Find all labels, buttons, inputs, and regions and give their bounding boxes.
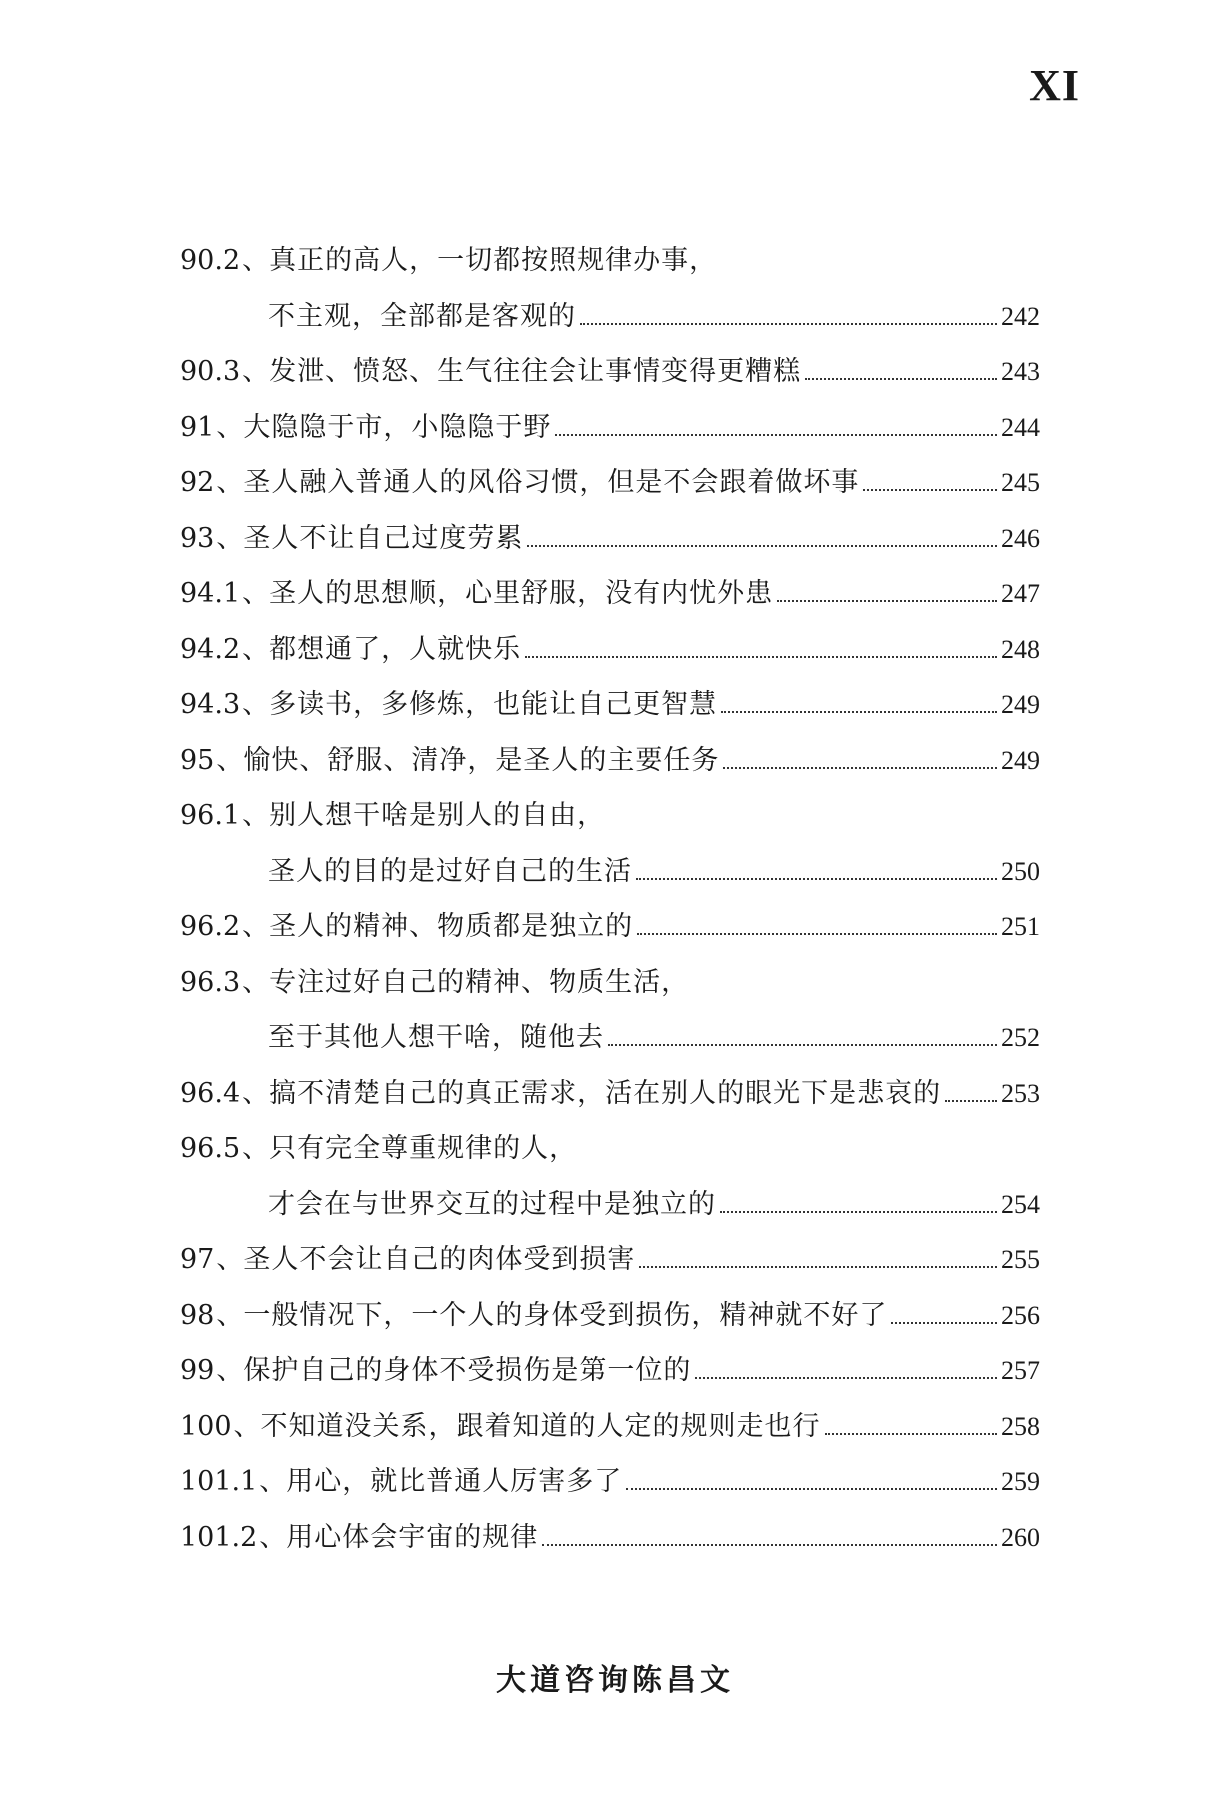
toc-entry-separator: 、 [259,1521,287,1553]
toc-entry-title: 不主观，全部都是客观的 [268,300,576,332]
toc-entry-page: 248 [1001,634,1040,664]
page-number: XI [1029,61,1080,110]
toc-entry-page: 249 [1001,745,1040,775]
toc-entry-number: 90.2 [180,245,241,276]
toc-entry-page: 244 [1001,412,1040,442]
toc-entry [180,960,1040,1016]
toc-entry-separator: 、 [216,1299,244,1331]
toc-entry-title: 多读书，多修炼，也能让自己更智慧 [269,689,718,720]
toc-entry-page: 247 [1001,579,1040,608]
toc-entry-page: 245 [1001,468,1040,497]
toc-entry-number: 101.2 [180,1521,258,1553]
toc-entry-title: 专注过好自己的精神、物质生活， [269,966,690,998]
toc-entry-number: 93 [180,522,215,554]
toc-entry-page: 254 [1001,1189,1040,1219]
toc-entry-title: 只有完全尊重规律的人， [269,1133,578,1164]
toc-entry-separator: 、 [242,911,270,942]
toc-entry-separator: 、 [216,744,244,776]
toc-entry-separator: 、 [216,522,244,554]
toc-dot-leader [608,1044,997,1046]
toc-entry-number: 94.1 [180,578,241,609]
toc-entry-title: 圣人融入普通人的风俗习惯，但是不会跟着做坏事 [243,467,860,498]
toc-entry-page: 242 [1001,301,1040,331]
toc-entry-number: 97 [180,1244,215,1275]
toc-entry [180,460,1040,516]
toc-dot-leader [580,323,997,325]
toc-entry-separator: 、 [242,1133,270,1164]
toc-entry-number: 98 [180,1299,215,1331]
toc-entry-title: 圣人的精神、物质都是独立的 [269,911,634,942]
toc-entry-number: 94.2 [180,633,241,665]
toc-entry [180,682,1040,738]
table-of-contents [180,238,1040,1570]
toc-entry-title: 不知道没关系，跟着知道的人定的规则走也行 [260,1410,821,1442]
toc-entry-separator: 、 [242,800,270,831]
toc-entry-page: 253 [1001,1078,1040,1108]
toc-entry-number: 95 [180,744,215,776]
toc-dot-leader [636,878,997,880]
toc-entry-number: 96.3 [180,966,241,998]
toc-dot-leader [945,1100,997,1102]
toc-entry-title: 圣人的思想顺，心里舒服，没有内忧外患 [269,578,774,609]
toc-entry-number: 101.1 [180,1466,258,1497]
toc-entry-separator: 、 [233,1410,261,1442]
toc-entry-page: 255 [1001,1245,1040,1274]
toc-entry [180,904,1040,960]
toc-entry [180,627,1040,683]
toc-entry-number: 94.3 [180,689,241,720]
toc-entry-title: 用心，就比普通人厉害多了 [286,1466,623,1497]
toc-entry-page: 258 [1001,1411,1040,1441]
toc-dot-leader [555,434,997,436]
toc-dot-leader [777,600,997,602]
toc-dot-leader [805,378,997,380]
toc-entry [180,738,1040,794]
toc-entry [180,405,1040,461]
toc-entry [180,1404,1040,1460]
toc-entry-separator: 、 [242,1077,270,1109]
toc-entry-title: 都想通了，人就快乐 [269,633,522,665]
toc-entry [180,1237,1040,1293]
toc-entry-continuation [180,1182,1040,1238]
toc-entry-number: 96.2 [180,911,241,942]
toc-entry-page: 243 [1001,357,1040,386]
toc-entry-page: 246 [1001,523,1040,553]
toc-entry-separator: 、 [216,467,244,498]
toc-dot-leader [891,1322,997,1324]
toc-dot-leader [527,545,997,547]
toc-dot-leader [626,1488,997,1490]
toc-entry [180,349,1040,405]
toc-dot-leader [721,711,997,713]
toc-entry-number: 99 [180,1355,215,1386]
toc-entry-title: 一般情况下，一个人的身体受到损伤，精神就不好了 [243,1299,888,1331]
toc-entry-page: 252 [1001,1023,1040,1052]
toc-entry [180,571,1040,627]
toc-entry-number: 96.4 [180,1077,241,1109]
toc-entry-continuation [180,849,1040,905]
toc-entry-number: 90.3 [180,356,241,387]
toc-entry-page: 259 [1001,1467,1040,1496]
toc-entry-page: 250 [1001,856,1040,886]
toc-entry-title: 发泄、愤怒、生气往往会让事情变得更糟糕 [269,356,802,387]
toc-entry-number: 96.1 [180,800,241,831]
toc-entry-separator: 、 [242,245,270,276]
toc-dot-leader [525,656,997,658]
toc-entry-continuation [180,294,1040,350]
toc-entry-title: 保护自己的身体不受损伤是第一位的 [243,1355,692,1386]
toc-dot-leader [695,1377,997,1379]
toc-entry-title: 真正的高人，一切都按照规律办事， [269,245,718,276]
toc-entry [180,1071,1040,1127]
toc-dot-leader [863,489,997,491]
toc-entry-title: 至于其他人想干啥，随他去 [268,1022,604,1053]
toc-entry-continuation [180,1015,1040,1071]
toc-entry-number: 96.5 [180,1133,241,1164]
page-footer: 大道咨询陈昌文 [496,1663,734,1698]
toc-entry-title: 用心体会宇宙的规律 [286,1521,539,1553]
toc-entry-number: 100 [180,1410,232,1442]
toc-dot-leader [825,1433,997,1435]
toc-entry [180,238,1040,294]
toc-entry [180,1515,1040,1571]
toc-entry-number: 92 [180,467,215,498]
toc-entry-separator: 、 [216,411,244,443]
toc-entry [180,1348,1040,1404]
toc-entry [180,793,1040,849]
toc-entry-title: 大隐隐于市，小隐隐于野 [243,411,552,443]
toc-entry-title: 才会在与世界交互的过程中是独立的 [268,1188,716,1220]
toc-entry-separator: 、 [259,1466,287,1497]
toc-entry-separator: 、 [216,1355,244,1386]
toc-entry-separator: 、 [242,633,270,665]
toc-entry-separator: 、 [242,356,270,387]
toc-entry-page: 251 [1001,912,1040,941]
toc-entry-title: 圣人不让自己过度劳累 [243,522,524,554]
toc-entry-page: 256 [1001,1300,1040,1330]
toc-dot-leader [637,933,997,935]
toc-entry-page: 260 [1001,1522,1040,1552]
toc-entry-title: 圣人的目的是过好自己的生活 [268,855,632,887]
toc-entry-number: 91 [180,411,215,443]
toc-dot-leader [723,767,997,769]
toc-entry [180,516,1040,572]
toc-entry-title: 圣人不会让自己的肉体受到损害 [243,1244,636,1275]
toc-dot-leader [720,1211,997,1213]
toc-entry-title: 搞不清楚自己的真正需求，活在别人的眼光下是悲哀的 [269,1077,942,1109]
toc-entry-page: 257 [1001,1356,1040,1385]
toc-dot-leader [639,1266,997,1268]
toc-dot-leader [542,1544,997,1546]
toc-entry-title: 别人想干啥是别人的自由， [269,800,606,831]
toc-entry-separator: 、 [242,689,270,720]
toc-entry [180,1459,1040,1515]
toc-entry-separator: 、 [242,578,270,609]
toc-entry-separator: 、 [216,1244,244,1275]
toc-entry-separator: 、 [242,966,270,998]
toc-entry-title: 愉快、舒服、清净，是圣人的主要任务 [243,744,720,776]
toc-entry [180,1126,1040,1182]
toc-entry-page: 249 [1001,690,1040,719]
toc-entry [180,1293,1040,1349]
